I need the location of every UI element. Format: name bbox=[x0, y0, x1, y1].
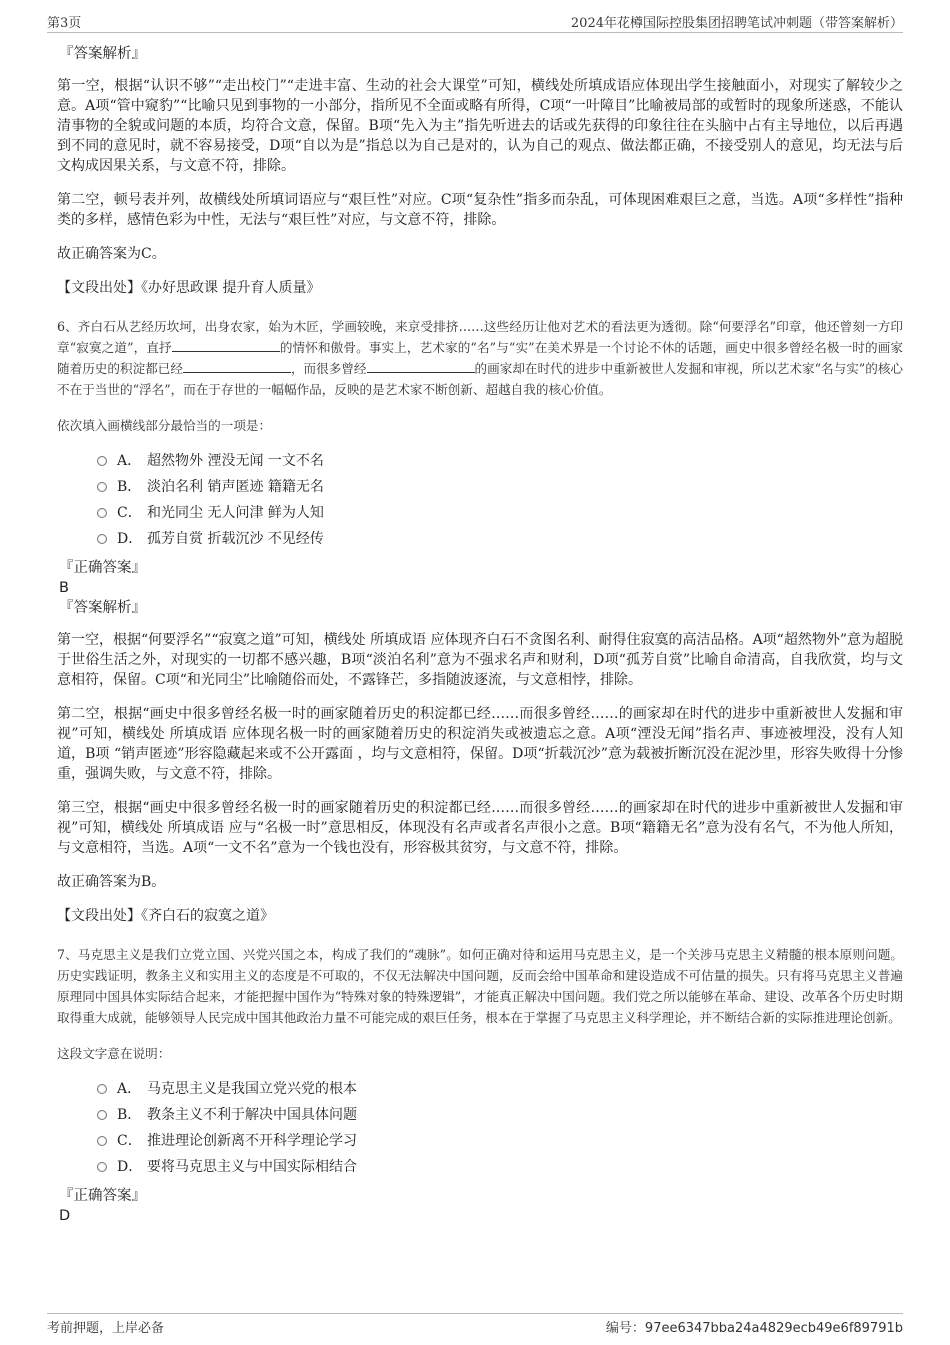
option-d[interactable]: D． 孤芳自赏 折载沉沙 不见经传 bbox=[97, 526, 903, 552]
radio-icon[interactable] bbox=[97, 1110, 107, 1120]
option-b[interactable]: B． 淡泊名利 销声匿迹 籍籍无名 bbox=[97, 474, 903, 500]
correct-answer: B bbox=[59, 580, 69, 596]
option-a[interactable]: A． 超然物外 湮没无闻 一文不名 bbox=[97, 448, 903, 474]
page-content bbox=[57, 44, 903, 1226]
fill-blank bbox=[367, 359, 475, 373]
radio-icon[interactable] bbox=[97, 482, 107, 492]
analysis-paragraph: 第三空，根据“画史中很多曾经名极一时的画家随着历史的积淀都已经……而很多曾经……的画家却在时代的进步中重新被世人发掘和审视”可知，横线处 所填成语 应与“名极一时”意思相反，体现没有名声或者名声很小之意。B项“籍籍无名”意为没有名气，不为他人所知，与文意相符，当选。A项“一文不名”意为一个钱也没有，形容极其贫穷，与文意不符，排除。 bbox=[57, 800, 903, 856]
analysis-conclusion: 故正确答案为C。 bbox=[57, 246, 166, 262]
page-header bbox=[47, 12, 903, 33]
analysis-conclusion: 故正确答案为B。 bbox=[57, 874, 166, 890]
page-number: 第3页 bbox=[47, 16, 82, 31]
radio-icon[interactable] bbox=[97, 456, 107, 466]
question-7-stem: 7、马克思主义是我们立党立国、兴党兴国之本，构成了我们的“魂脉”。如何正确对待和运用马克思主义，是一个关涉马克思主义精髓的根本原则问题。历史实践证明，教条主义和实用主义的态度是不可取的，不仅无法解决中国问题，反而会给中国革命和建设造成不可估量的损失。只有将马克思主义普遍原理同中国具体实际结合起来，才能把握中国作为“特殊对象的特殊逻辑”，才能真正解决中国问题。我们党之所以能够在革命、建设、改革各个历史时期取得重大成就，能够领导人民完成中国其他政治力量不可能完成的艰巨任务，根本在于掌握了马克思主义科学理论，并不断结合新的实际推进理论创新。 bbox=[57, 947, 903, 1025]
question-6-prompt: 依次填入画横线部分最恰当的一项是： bbox=[57, 418, 272, 433]
source-citation: 【文段出处】《齐白石的寂寞之道》 bbox=[57, 908, 274, 924]
question-6-options bbox=[97, 448, 903, 552]
document-title: 2024年花樽国际控股集团招聘笔试冲刺题（带答案解析） bbox=[570, 16, 903, 31]
analysis-label: 『答案解析』 bbox=[59, 46, 146, 62]
option-d[interactable]: D． 要将马克思主义与中国实际相结合 bbox=[97, 1154, 903, 1180]
radio-icon[interactable] bbox=[97, 534, 107, 544]
correct-answer-label: 『正确答案』 bbox=[59, 1188, 146, 1204]
option-b[interactable]: B． 教条主义不利于解决中国具体问题 bbox=[97, 1102, 903, 1128]
radio-icon[interactable] bbox=[97, 508, 107, 518]
radio-icon[interactable] bbox=[97, 1162, 107, 1172]
analysis-paragraph: 第一空，根据“认识不够”“走出校门”“走进丰富、生动的社会大课堂”可知，横线处所填成语应体现出学生接触面小，对现实了解较少之意。A项“管中窥豹”“比喻只见到事物的一小部分，指所见不全面或略有所得，C项“一叶障目”比喻被局部的或暂时的现象所迷惑，不能认清事物的全貌或问题的本质，均符合文意，保留。B项“先入为主”指先听进去的话或先获得的印象往往在头脑中占有主导地位，以后再遇到不同的意见时，就不容易接受，D项“自以为是”指总以为自己是对的，认为自己的观点、做法都正确，不接受别人的意见，均无法与后文构成因果关系，与文意不符，排除。 bbox=[57, 78, 903, 174]
option-a[interactable]: A． 马克思主义是我国立党兴党的根本 bbox=[97, 1076, 903, 1102]
fill-blank bbox=[183, 359, 291, 373]
analysis-paragraph: 第一空，根据“何要浮名”“寂寞之道”可知，横线处 所填成语 应体现齐白石不贪图名利、耐得住寂寞的高洁品格。A项“超然物外”意为超脱于世俗生活之外，对现实的一切都不感兴趣，B项“淡泊名利”意为不强求名声和财利，D项“孤芳自赏”比喻自命清高，自我欣赏，均与文意相符，保留。C项“和光同尘”比喻随俗而处，不露锋芒，多指随波逐流，与文意相悖，排除。 bbox=[57, 632, 903, 688]
analysis-paragraph: 第二空，顿号表并列，故横线处所填词语应与“艰巨性”对应。C项“复杂性”指多而杂乱，可体现困难艰巨之意，当选。A项“多样性”指种类的多样，感情色彩为中性，无法与“艰巨性”对应，与文意不符，排除。 bbox=[57, 192, 903, 228]
analysis-paragraph: 第二空，根据“画史中很多曾经名极一时的画家随着历史的积淀都已经……而很多曾经……的画家却在时代的进步中重新被世人发掘和审视”可知，横线处 所填成语 应体现名极一时的画家随着历史的积淀消失或被遗忘之意。A项“湮没无闻”指名声、事迹被埋没，没有人知道，B项 “销声匿迹”形容隐藏起来或不公开露面 ，均与文意相符，保留。D项“折载沉沙”意为载被折断沉没在泥沙里，形容失败得十分惨重，强调失败，与文意不符，排除。 bbox=[57, 706, 903, 782]
document-id: 编号：97ee6347bba24a4829ecb49e6f89791b bbox=[605, 1321, 903, 1336]
source-citation: 【文段出处】《办好思政课 提升育人质量》 bbox=[57, 280, 321, 296]
fill-blank bbox=[172, 338, 280, 352]
correct-answer: D bbox=[59, 1208, 71, 1224]
radio-icon[interactable] bbox=[97, 1084, 107, 1094]
question-7-prompt: 这段文字意在说明： bbox=[57, 1046, 171, 1061]
question-7-options bbox=[97, 1076, 903, 1180]
option-c[interactable]: C． 推进理论创新离不开科学理论学习 bbox=[97, 1128, 903, 1154]
radio-icon[interactable] bbox=[97, 1136, 107, 1146]
question-6-stem: 6、齐白石从艺经历坎坷，出身农家，始为木匠，学画较晚，来京受排挤……这些经历让他对艺术的看法更为透彻。除“何要浮名”印章，他还曾刻一方印章“寂寞之道”，直抒 的情怀和傲骨。事实上，艺术家的“名”与“实”在美术界是一个讨论不休的话题，画史中很多曾经名极一时的画家随着历史的积淀都已经 ，而很多曾经 的画家却在时代的进步中重新被世人发掘和审视，所以艺术家“名与实”的核心不在于当世的“浮名”，而在于存世的一幅幅作品，反映的是艺术家不断创新、超越自我的核心价值。 bbox=[57, 319, 904, 397]
analysis-label: 『答案解析』 bbox=[59, 600, 146, 616]
page-footer bbox=[47, 1313, 903, 1336]
option-c[interactable]: C． 和光同尘 无人问津 鲜为人知 bbox=[97, 500, 903, 526]
correct-answer-label: 『正确答案』 bbox=[59, 560, 146, 576]
footer-slogan: 考前押题，上岸必备 bbox=[47, 1321, 165, 1336]
